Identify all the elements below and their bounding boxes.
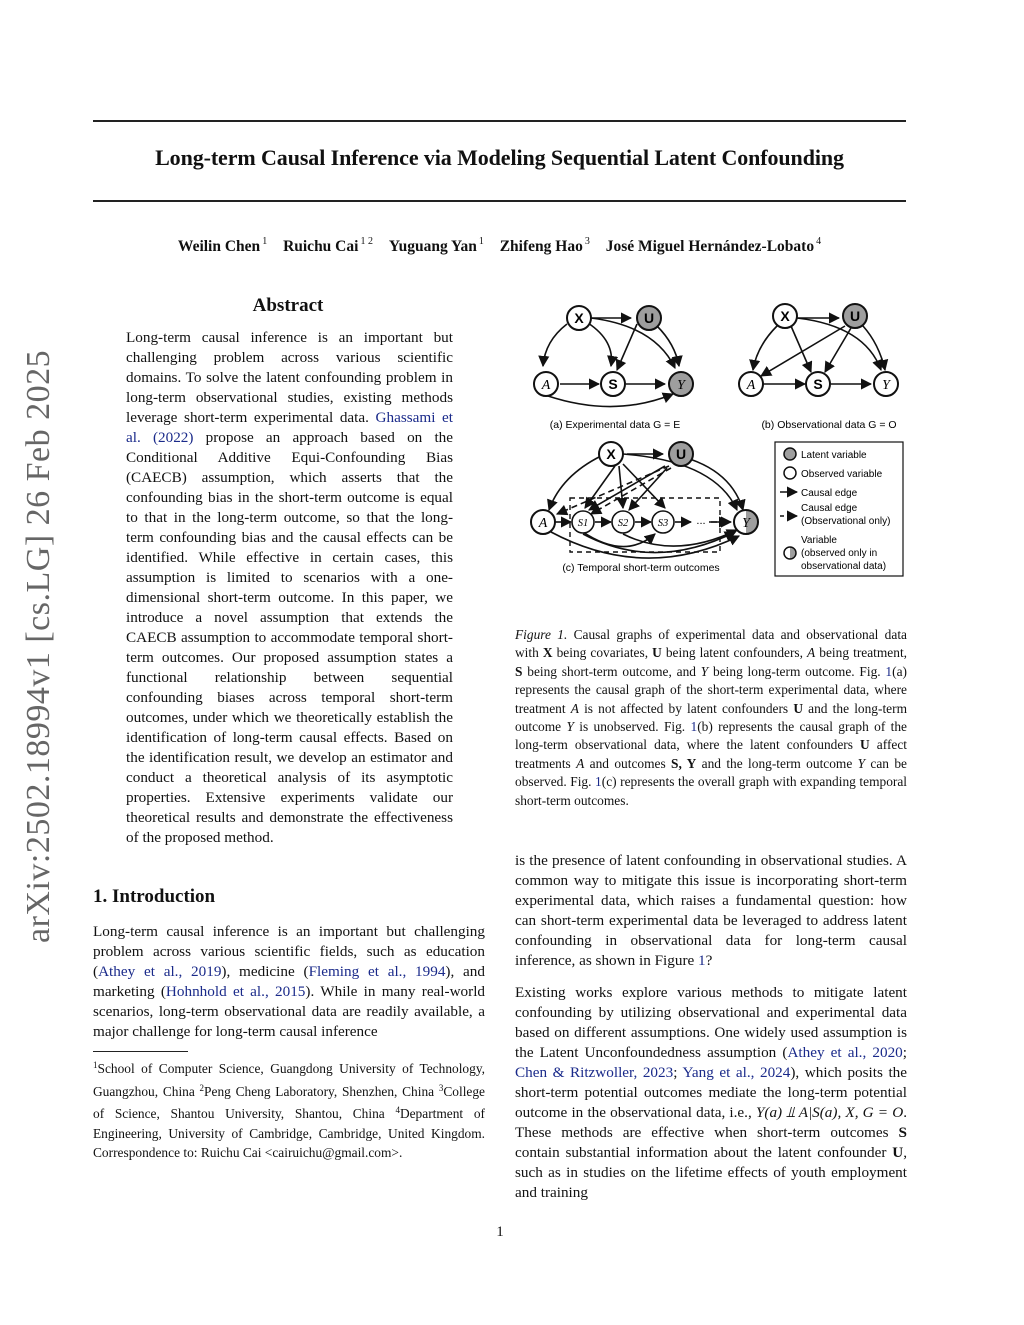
- inline-formula: Y(a) ⫫ A|S(a), X, G = O: [755, 1104, 904, 1121]
- node-label: U: [675, 446, 687, 462]
- citation-link[interactable]: Athey et al., 2019: [98, 963, 222, 980]
- figure-ref-link[interactable]: 1: [698, 952, 706, 969]
- author: Yuguang Yan $^1$: [388, 236, 484, 255]
- author-list: [93, 236, 906, 256]
- node-label: X: [606, 446, 616, 462]
- node-label: A: [541, 378, 551, 393]
- legend-variable-note: (observed only in: [801, 548, 878, 559]
- citation-link[interactable]: Ghassami et al. (2022): [126, 409, 454, 446]
- page-number: 1: [496, 1224, 504, 1240]
- citation-link[interactable]: Hohnhold et al., 2015: [165, 983, 306, 1000]
- node-label: A: [746, 378, 756, 393]
- paper-title: Long-term Causal Inference via Modeling Sequential Latent Confounding: [155, 145, 844, 170]
- abstract-body: Long-term causal inference is an important but challenging problem across various scientific domains. To solve the latent confounding problem in long-term observational studies, existing methods leverage short-term experimental data. Ghassami et al. (2022) propose an approach based on the Conditional Additive Equi-Confounding Bias (CAECB) assumption, which asserts that the confounding bias in the short-term outcome is equal to that in the long-term outcome, so that the long-term confounding bias and the causal effects can be identified. While effective in certain cases, this assumption is limited to scenarios with a one-dimensional short-term outcome. In this paper, we introduce a novel assumption that extends the CAECB assumption to accommodate temporal short-term outcomes. Our proposed assumption states a functional relationship between sequential confounding biases across temporal short-term outcomes, under which we theoretically establish the identification of long-term causal effects. Based on the identification result, we develop an estimator and conduct a theoretical analysis of its asymptotic properties. Extensive experiments validate our theoretical results and demonstrate the effectiveness of the proposed method.: [126, 329, 454, 846]
- author: Weilin Chen $^1$: [177, 236, 268, 255]
- title-rule-top: [93, 120, 906, 122]
- node-label: Y: [677, 378, 685, 393]
- node-label: X: [780, 308, 790, 324]
- title-rule-bottom: [93, 200, 906, 202]
- citation-link[interactable]: Fleming et al., 1994: [308, 963, 446, 980]
- figure-legend: [775, 442, 903, 576]
- figure-ref-link[interactable]: 1: [595, 774, 602, 790]
- figure-caption: Figure 1. Causal graphs of experimental data and observational data with X being covariates, U being latent confounders, A being treatment, S being short-term outcome, and Y being long-term outcome. Fig. 1(a) represents the causal graph of the short-term experimental data, where treatment A is not affected by latent confounders U and the long-term outcome Y is unobserved. Fig. 1(b) represents the causal graph of the long-term observational data, where the latent confounders U affect treatments A and outcomes S, Y and the long-term outcome Y can be observed. Fig. 1(c) represents the overall graph with expanding temporal short-term outcomes.: [515, 627, 908, 808]
- graph-a-nodes: [534, 306, 693, 431]
- right-column-text: [515, 851, 907, 1203]
- node-label: S: [813, 376, 823, 392]
- node-label: S1: [577, 518, 589, 529]
- graph-c: [549, 454, 743, 558]
- node-label: Y: [742, 516, 750, 531]
- affiliations-footnote: $^1$School of Computer Science, Guangdong University of Technology, Guangzhou, China $^2$Peng Cheng Laboratory, Shenzhen, China $^3$College of Science, Shantou University, Shantou, China $^4$Department of Engineering, University of Cambridge, Cambridge, United Kingdom. Correspondence to: Ruichu Cai <cairuichu@gmail.com>.: [93, 1060, 485, 1160]
- figure-ref-link[interactable]: 1: [690, 719, 698, 735]
- node-label: S: [608, 376, 618, 392]
- abstract-heading: Abstract: [252, 295, 324, 316]
- author: Zhifeng Hao $^3$: [499, 236, 590, 255]
- legend-latent: Latent variable: [801, 450, 867, 461]
- paragraph: Existing works explore various methods to mitigate latent confounding by utilizing observational and experimental data based on different assumptions. One widely used assumption is the Latent Unconfoundedness assumption (Athey et al., 2020; Chen & Ritzwoller, 2023; Yang et al., 2024), which posits the short-term potential outcomes mediate the long-term potential outcome in the observational data, i.e., Y(a) ⫫ A|S(a), X, G = O. These methods are effective when short-term outcomes S contain substantial information about the latent confounder U, such as in studies on the lifetime effects of youth employment and training: [515, 984, 908, 1201]
- legend-causal-edge-obs-note: (Observational only): [801, 516, 891, 527]
- node-label: Y: [882, 378, 890, 393]
- author: Ruichu Cai $^{1 2}$: [283, 236, 373, 255]
- legend-observed: Observed variable: [801, 469, 883, 480]
- citation-link[interactable]: Chen & Ritzwoller, 2023: [515, 1064, 674, 1081]
- causal-graph-figure: [515, 296, 907, 586]
- paragraph: is the presence of latent confounding in observational studies. A common way to mitigate this issue is incorporating short-term experimental data, which raises a fundamental question: how can short-term experimental data be leveraged to address latent confounding in observational data for long-term causal inference, as shown in Figure 1?: [515, 852, 907, 969]
- citation-link[interactable]: Yang et al., 2024: [682, 1064, 791, 1081]
- legend-variable-note-2: observational data): [801, 561, 887, 572]
- node-label: U: [643, 310, 655, 326]
- node-label: U: [849, 308, 861, 324]
- figure-ref-link[interactable]: 1: [885, 663, 893, 679]
- node-label: X: [574, 310, 584, 326]
- node-label: ...: [696, 515, 706, 527]
- graph-b-nodes: [739, 304, 898, 431]
- arxiv-watermark: arXiv:2502.18994v1 [cs.LG] 26 Feb 2025: [20, 349, 57, 943]
- graph-c-nodes: [531, 442, 758, 574]
- node-label: S2: [617, 518, 629, 529]
- node-label: A: [538, 516, 548, 531]
- citation-link[interactable]: Athey et al., 2020: [787, 1044, 903, 1061]
- legend-variable: Variable: [801, 535, 837, 546]
- footnote-rule: [93, 1051, 188, 1052]
- subfigure-caption-a: (a) Experimental data G = E: [549, 419, 681, 431]
- introduction-paragraph: Long-term causal inference is an important but challenging problem across various scientific fields, such as education (Athey et al., 2019), medicine (Fleming et al., 1994), and marketing (Hohnhold et al., 2015). While in many real-world scenarios, long-term observational data are readily available, a major challenge for long-term causal inference: [93, 923, 486, 1040]
- subfigure-caption-c: (c) Temporal short-term outcomes: [562, 562, 720, 574]
- section-heading-introduction: 1. Introduction: [93, 886, 216, 907]
- legend-causal-edge: Causal edge: [801, 488, 858, 499]
- author: José Miguel Hernández-Lobato $^4$: [605, 236, 822, 255]
- legend-causal-edge-obs: Causal edge: [801, 503, 858, 514]
- subfigure-caption-b: (b) Observational data G = O: [761, 419, 897, 431]
- node-label: S3: [657, 518, 669, 529]
